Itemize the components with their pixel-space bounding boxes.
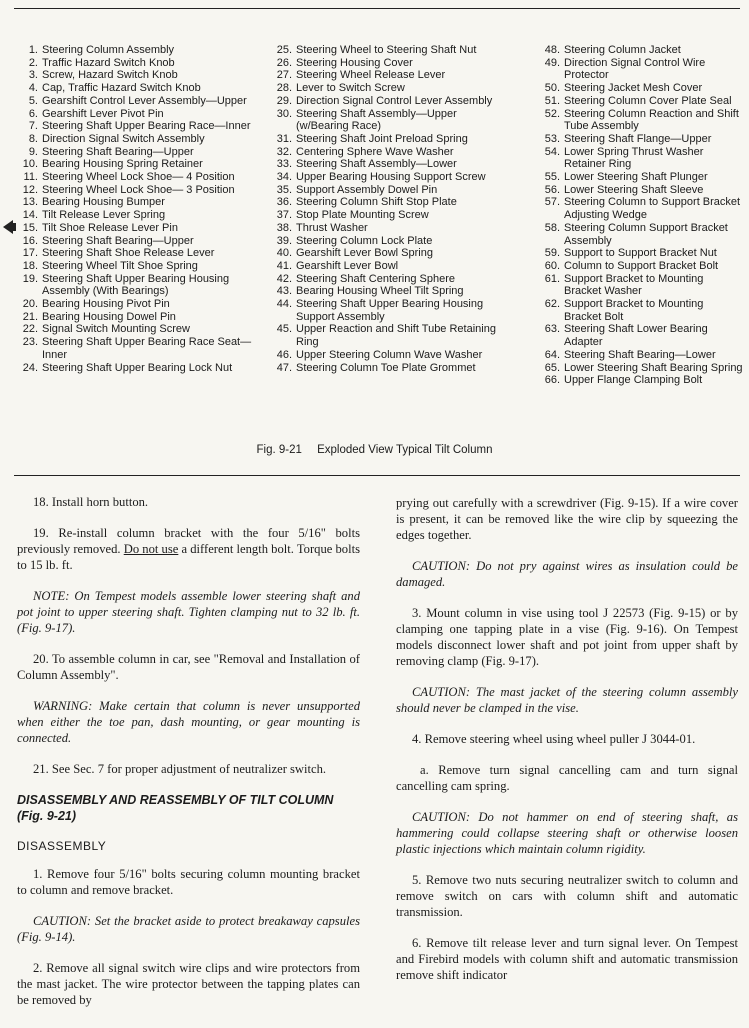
legend-item-label: Steering Wheel Release Lever xyxy=(296,69,446,82)
legend-item-label: Steering Shaft Upper Bearing Housing Assembly (With Bearings) xyxy=(42,272,230,298)
legend-item-label: Gearshift Lever Bowl Spring xyxy=(296,247,433,260)
legend-item xyxy=(538,82,743,95)
legend-item xyxy=(538,184,743,197)
right-text-column xyxy=(396,495,738,998)
legend-item-number: 16. xyxy=(22,234,38,247)
legend-item-label: Steering Column Lock Plate xyxy=(296,234,433,247)
caution-bracket: CAUTION: Set the bracket aside to protect breakaway capsules (Fig. 9-14). xyxy=(17,914,360,944)
legend-item-number: 30. xyxy=(276,107,292,120)
caution-hammer: CAUTION: Do not hammer on end of steering shaft, as hammering could collapse steering shaft or otherwise loosen plastic injections which maintain column rigidity. xyxy=(396,810,738,856)
page-marker-arrow-icon xyxy=(3,220,17,234)
legend-item-number: 17. xyxy=(22,247,38,260)
legend-item-number: 39. xyxy=(276,234,292,247)
legend-item xyxy=(272,222,512,235)
legend-item xyxy=(272,247,512,260)
legend-item-label: Steering Column Toe Plate Grommet xyxy=(296,361,476,374)
disassembly-heading: DISASSEMBLY xyxy=(17,839,107,853)
legend-item xyxy=(14,82,254,95)
legend-item-number: 51. xyxy=(544,94,560,107)
legend-item-number: 42. xyxy=(276,272,292,285)
legend-item-number: 53. xyxy=(544,132,560,145)
legend-item-label: Tilt Release Lever Spring xyxy=(42,209,166,222)
legend-item xyxy=(538,260,743,273)
legend-item-label: Lever to Switch Screw xyxy=(296,82,405,95)
legend-item-number: 43. xyxy=(276,285,292,298)
legend-item-label: Direction Signal Control Wire Protector xyxy=(564,56,706,82)
legend-item xyxy=(272,235,512,248)
legend-item xyxy=(538,57,743,82)
legend-item-number: 24. xyxy=(22,361,38,374)
legend-item-label: Gearshift Lever Pivot Pin xyxy=(42,107,164,120)
legend-item-number: 56. xyxy=(544,183,560,196)
warning-column-support: WARNING: Make certain that column is never unsupported when either the toe pan, dash mounting, or gear mounting is connected. xyxy=(17,699,360,745)
legend-item xyxy=(272,298,512,323)
legend-item-label: Support Assembly Dowel Pin xyxy=(296,183,438,196)
legend-item xyxy=(14,120,254,133)
legend-item-label: Steering Wheel Lock Shoe— 4 Position xyxy=(42,171,235,184)
legend-item xyxy=(14,298,254,311)
step-18: 18. Install horn button. xyxy=(33,495,149,509)
legend-item xyxy=(272,146,512,159)
step-d4a: a. Remove turn signal cancelling cam and turn signal cancelling cam spring. xyxy=(396,763,738,793)
legend-item xyxy=(14,235,254,248)
legend-item xyxy=(538,362,743,375)
legend-item-number: 14. xyxy=(22,209,38,222)
legend-item-number: 57. xyxy=(544,196,560,209)
legend-item-number: 34. xyxy=(276,171,292,184)
legend-item-number: 18. xyxy=(22,259,38,272)
legend-item-label: Support Bracket to Mounting Bracket Washer xyxy=(564,272,704,298)
legend-item-label: Steering Housing Cover xyxy=(296,56,413,69)
legend-item xyxy=(272,196,512,209)
legend-item xyxy=(14,108,254,121)
legend-item-label: Steering Shaft Upper Bearing Housing Support Assembly xyxy=(296,298,484,323)
legend-item-number: 10. xyxy=(22,158,38,171)
legend-column-2 xyxy=(272,44,512,374)
legend-item-number: 59. xyxy=(544,247,560,260)
legend-item xyxy=(14,133,254,146)
legend-item-label: Steering Shaft Upper Bearing Lock Nut xyxy=(42,361,233,374)
legend-item-label: Centering Sphere Wave Washer xyxy=(296,145,454,158)
legend-item-label: Steering Shaft Centering Sphere xyxy=(296,272,455,285)
legend-item-label: Steering Shaft Upper Bearing Race—Inner xyxy=(42,120,251,133)
legend-item xyxy=(272,209,512,222)
legend-item-label: Steering Column Cover Plate Seal xyxy=(564,94,732,107)
legend-item-number: 26. xyxy=(276,56,292,69)
legend-item xyxy=(538,171,743,184)
legend-item xyxy=(14,222,254,235)
legend-item xyxy=(538,323,743,348)
legend-item-label: Stop Plate Mounting Screw xyxy=(296,209,429,222)
step-21: 21. See Sec. 7 for proper adjustment of neutralizer switch. xyxy=(33,762,327,776)
legend-item xyxy=(538,273,743,298)
legend-item-number: 9. xyxy=(28,145,38,158)
legend-item xyxy=(538,196,743,221)
caution-wires: CAUTION: Do not pry against wires as insulation could be damaged. xyxy=(396,559,738,589)
legend-item xyxy=(538,95,743,108)
legend-item xyxy=(272,184,512,197)
legend-item-number: 41. xyxy=(276,259,292,272)
legend-column-1 xyxy=(14,44,254,374)
legend-item-number: 52. xyxy=(544,107,560,120)
legend-item-number: 21. xyxy=(22,310,38,323)
legend-item-label: Bearing Housing Wheel Tilt Spring xyxy=(296,285,464,298)
step-d4: 4. Remove steering wheel using wheel puller J 3044-01. xyxy=(412,732,696,746)
legend-item-label: Steering Shaft Shoe Release Lever xyxy=(42,247,215,260)
legend-item-number: 64. xyxy=(544,348,560,361)
legend-item-label: Steering Column Support Bracket Assembly xyxy=(564,221,728,247)
legend-item-number: 33. xyxy=(276,158,292,171)
legend-item-number: 12. xyxy=(22,183,38,196)
legend-item xyxy=(272,273,512,286)
figure-caption xyxy=(0,444,749,456)
step-d2-continued: prying out carefully with a screwdriver (Fig. 9-15). If a wire cover is present, it can be removed like the wire clip by squeezing the edges together. xyxy=(396,496,738,542)
legend-item-label: Cap, Traffic Hazard Switch Knob xyxy=(42,82,201,95)
legend-item xyxy=(272,323,512,348)
legend-item-number: 55. xyxy=(544,171,560,184)
legend-item-label: Bearing Housing Bumper xyxy=(42,196,165,209)
legend-item-number: 28. xyxy=(276,82,292,95)
legend-item xyxy=(14,44,254,57)
legend-item-number: 50. xyxy=(544,82,560,95)
legend-item-label: Tilt Shoe Release Lever Pin xyxy=(42,221,178,234)
legend-item-label: Bearing Housing Pivot Pin xyxy=(42,298,170,311)
legend-item xyxy=(14,69,254,82)
legend-item-number: 45. xyxy=(276,323,292,336)
legend-item-number: 29. xyxy=(276,94,292,107)
legend-item-number: 65. xyxy=(544,361,560,374)
legend-item-number: 62. xyxy=(544,298,560,311)
legend-item xyxy=(538,298,743,323)
legend-item-number: 1. xyxy=(28,44,38,56)
legend-item-number: 54. xyxy=(544,145,560,158)
legend-item-number: 15. xyxy=(22,221,38,234)
section-heading: DISASSEMBLY AND REASSEMBLY OF TILT COLUMN (Fig. 9-21) xyxy=(17,793,334,823)
legend-item-label: Lower Steering Shaft Plunger xyxy=(564,171,708,184)
legend-item xyxy=(14,311,254,324)
legend-item-label: Support Bracket to Mounting Bracket Bolt xyxy=(564,298,704,323)
legend-item-label: Upper Bearing Housing Support Screw xyxy=(296,171,486,184)
legend-item-number: 44. xyxy=(276,298,292,311)
legend-item-number: 48. xyxy=(544,44,560,56)
legend-item-number: 5. xyxy=(28,94,38,107)
legend-item-number: 46. xyxy=(276,348,292,361)
legend-item-label: Steering Shaft Bearing—Upper xyxy=(42,234,194,247)
legend-column-3 xyxy=(538,44,743,387)
legend-item-number: 36. xyxy=(276,196,292,209)
step-d1: 1. Remove four 5/16" bolts securing column mounting bracket to column and remove bracket. xyxy=(17,867,360,897)
step-d6: 6. Remove tilt release lever and turn signal lever. On Tempest and Firebird models with column shift and automatic transmission remove shift indicator xyxy=(396,936,738,982)
legend-item xyxy=(272,95,512,108)
legend-item-label: Signal Switch Mounting Screw xyxy=(42,323,190,336)
legend-item-number: 32. xyxy=(276,145,292,158)
legend-item xyxy=(538,349,743,362)
legend-item-number: 38. xyxy=(276,221,292,234)
legend-item-number: 6. xyxy=(28,107,38,120)
legend-item-label: Steering Wheel to Steering Shaft Nut xyxy=(296,44,477,56)
legend-item xyxy=(14,57,254,70)
legend-item-number: 63. xyxy=(544,323,560,336)
legend-item xyxy=(538,222,743,247)
legend-item-number: 60. xyxy=(544,259,560,272)
legend-item-label: Steering Shaft Lower Bearing Adapter xyxy=(564,323,708,349)
legend-item xyxy=(538,146,743,171)
legend-item-number: 22. xyxy=(22,323,38,336)
note-tempest: NOTE: On Tempest models assemble lower steering shaft and pot joint to upper steering shaft. Tighten clamping nut to 32 lb. ft. (Fig. 9-17). xyxy=(17,589,360,635)
legend-item-label: Upper Reaction and Shift Tube Retaining Ring xyxy=(296,323,496,349)
legend-item-number: 66. xyxy=(544,374,560,387)
step-d5: 5. Remove two nuts securing neutralizer switch to column and remove switch on cars with column shift and automatic transmission. xyxy=(396,873,738,919)
legend-item xyxy=(272,133,512,146)
caption-rule xyxy=(14,475,740,476)
legend-item-label: Steering Column Jacket xyxy=(564,44,681,56)
legend-item-label: Steering Shaft Flange—Upper xyxy=(564,132,712,145)
legend-item-number: 61. xyxy=(544,272,560,285)
legend-item-label: Steering Column Shift Stop Plate xyxy=(296,196,457,209)
legend-item-label: Steering Shaft Assembly—Upper (w/Bearing Race) xyxy=(296,107,457,133)
legend-item xyxy=(14,336,254,361)
legend-item-label: Thrust Washer xyxy=(296,221,368,234)
legend-item-number: 47. xyxy=(276,361,292,374)
legend-item xyxy=(538,247,743,260)
legend-item xyxy=(14,146,254,159)
legend-item xyxy=(14,196,254,209)
legend-item-number: 23. xyxy=(22,336,38,349)
legend-item-label: Upper Flange Clamping Bolt xyxy=(564,374,703,387)
legend-item-label: Column to Support Bracket Bolt xyxy=(564,259,719,272)
legend-item xyxy=(272,158,512,171)
legend-item-label: Steering Jacket Mesh Cover xyxy=(564,82,703,95)
legend-item-number: 58. xyxy=(544,221,560,234)
legend-item xyxy=(272,44,512,57)
legend-item-label: Direction Signal Switch Assembly xyxy=(42,132,205,145)
legend-item-label: Steering Shaft Assembly—Lower xyxy=(296,158,457,171)
legend-item xyxy=(272,82,512,95)
legend-item xyxy=(14,362,254,375)
legend-item-number: 4. xyxy=(28,82,38,95)
legend-item-number: 13. xyxy=(22,196,38,209)
legend-item-label: Upper Steering Column Wave Washer xyxy=(296,348,483,361)
legend-item-number: 19. xyxy=(22,272,38,285)
legend-item xyxy=(538,108,743,133)
legend-item-label: Steering Column Assembly xyxy=(42,44,175,56)
legend-item xyxy=(538,44,743,57)
legend-item-number: 2. xyxy=(28,56,38,69)
legend-item xyxy=(538,133,743,146)
legend-item xyxy=(272,260,512,273)
legend-item-label: Steering Shaft Upper Bearing Race Seat—Inner xyxy=(42,336,252,361)
legend-item xyxy=(538,374,743,387)
legend-item-number: 25. xyxy=(276,44,292,56)
legend-item-label: Steering Shaft Bearing—Lower xyxy=(564,348,716,361)
legend-item xyxy=(272,285,512,298)
legend-item-number: 27. xyxy=(276,69,292,82)
left-text-column xyxy=(17,494,360,1023)
legend-item-label: Bearing Housing Dowel Pin xyxy=(42,310,176,323)
legend-item-label: Screw, Hazard Switch Knob xyxy=(42,69,178,82)
legend-item xyxy=(14,184,254,197)
legend-item xyxy=(272,57,512,70)
legend-item-label: Steering Wheel Lock Shoe— 3 Position xyxy=(42,183,235,196)
step-20: 20. To assemble column in car, see "Removal and Installation of Column Assembly". xyxy=(17,652,360,682)
legend-item-number: 37. xyxy=(276,209,292,222)
step-d2: 2. Remove all signal switch wire clips and wire protectors from the mast jacket. The wire protector between the tapping plates can be removed by xyxy=(17,961,360,1007)
legend-item xyxy=(14,171,254,184)
legend-item-label: Direction Signal Control Lever Assembly xyxy=(296,94,493,107)
legend-item-label: Support to Support Bracket Nut xyxy=(564,247,717,260)
legend-item-label: Steering Column to Support Bracket Adjusting Wedge xyxy=(564,196,741,222)
step-19: 19. Re-install column bracket with the four 5/16" bolts previously removed. Do not use a different length bolt. Torque bolts to 15 lb. ft. xyxy=(17,526,361,572)
legend-item xyxy=(14,323,254,336)
legend-item xyxy=(272,171,512,184)
legend-item-label: Steering Column Reaction and Shift Tube Assembly xyxy=(564,107,739,133)
legend-item-number: 7. xyxy=(28,120,38,133)
legend-item xyxy=(14,209,254,222)
step-d3: 3. Mount column in vise using tool J 22573 (Fig. 9-15) or by clamping one tapping plate in a vise (Fig. 9-16). On Tempest models disconnect lower shaft and pot joint from upper shaft by removing clamp (Fig. 9-17). xyxy=(396,606,738,668)
legend-item-number: 49. xyxy=(544,56,560,69)
legend-item xyxy=(14,273,254,298)
figure-title: Exploded View Typical Tilt Column xyxy=(317,444,493,456)
legend-item-label: Bearing Housing Spring Retainer xyxy=(42,158,203,171)
legend-item-number: 35. xyxy=(276,183,292,196)
top-rule xyxy=(14,8,740,9)
legend-item-number: 31. xyxy=(276,132,292,145)
legend-item xyxy=(14,95,254,108)
legend-item-label: Lower Steering Shaft Sleeve xyxy=(564,183,704,196)
legend-item xyxy=(272,349,512,362)
legend-item-label: Gearshift Control Lever Assembly—Upper xyxy=(42,94,247,107)
legend-item-label: Lower Steering Shaft Bearing Spring xyxy=(564,361,743,374)
legend-item-label: Traffic Hazard Switch Knob xyxy=(42,56,175,69)
legend-item xyxy=(272,69,512,82)
legend-item-label: Steering Wheel Tilt Shoe Spring xyxy=(42,259,198,272)
legend-item xyxy=(14,260,254,273)
caution-mast-jacket: CAUTION: The mast jacket of the steering column assembly should never be clamped in the vise. xyxy=(396,685,738,715)
legend-item xyxy=(14,158,254,171)
legend-item-number: 20. xyxy=(22,298,38,311)
legend-item xyxy=(272,108,512,133)
legend-item-label: Steering Shaft Bearing—Upper xyxy=(42,145,194,158)
legend-item-number: 8. xyxy=(28,132,38,145)
legend-item-number: 11. xyxy=(23,171,38,184)
legend-item xyxy=(14,247,254,260)
legend-item-label: Steering Shaft Joint Preload Spring xyxy=(296,132,468,145)
legend-item-number: 3. xyxy=(28,69,38,82)
legend-item-label: Lower Spring Thrust Washer Retainer Ring xyxy=(564,145,704,171)
legend-item-number: 40. xyxy=(276,247,292,260)
legend-item xyxy=(272,362,512,375)
legend-item-label: Gearshift Lever Bowl xyxy=(296,259,399,272)
figure-number: Fig. 9-21 xyxy=(256,444,302,456)
